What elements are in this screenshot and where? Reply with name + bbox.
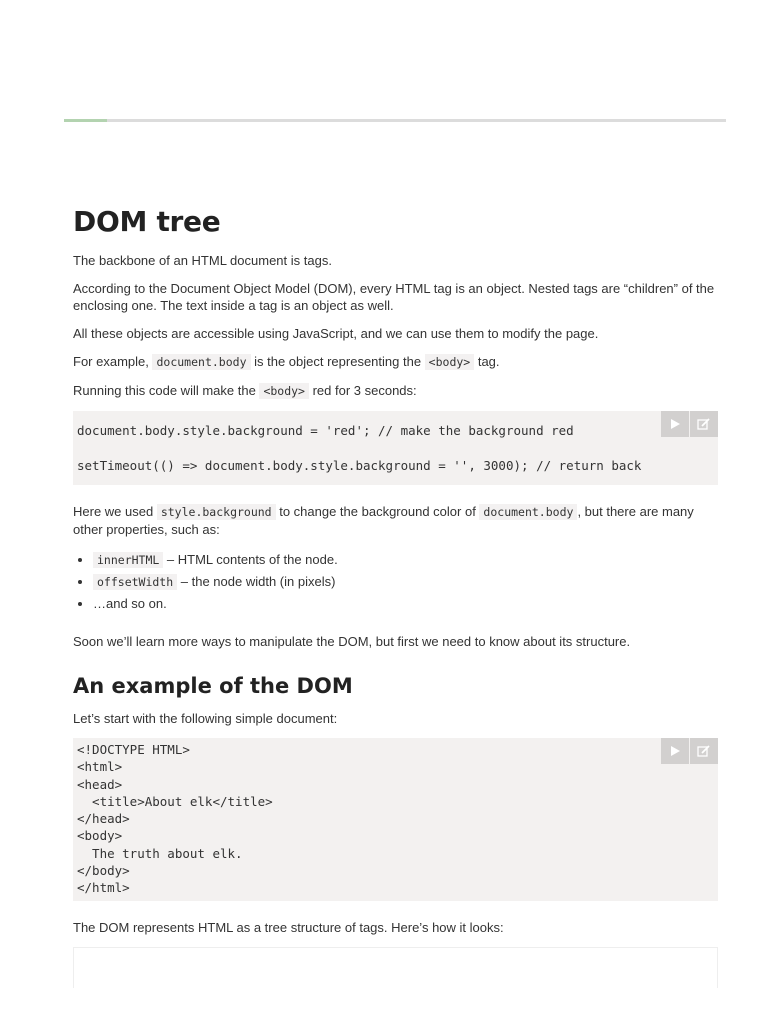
play-icon [669,418,681,430]
text: – the node width (in pixels) [177,574,336,589]
text: – HTML contents of the node. [163,552,338,567]
text: , but there are many other properties, such as: [73,504,694,537]
code-block[interactable]: document.body.style.background = 'red'; // make the background red setTimeout(() => document.body.style.background = '', 3000); // return back [77,423,642,473]
code-toolbar [660,411,718,437]
text: Running this code will make the [73,383,260,398]
code-example-1 [73,411,718,485]
list-item [93,571,718,593]
code-toolbar [660,738,718,764]
text: to change the background color of [275,504,480,519]
edit-icon [697,417,711,431]
text: tag. [474,354,500,369]
inline-code: style.background [157,504,276,520]
paragraph: Let’s start with the following simple document: [73,711,338,726]
paragraph: Soon we’ll learn more ways to manipulate the DOM, but first we need to know about its structure. [73,634,631,649]
text: Here we used [73,504,157,519]
paragraph [73,353,718,371]
reading-progress-fill [64,119,107,122]
inline-code: document.body [479,504,577,520]
list-item [93,549,718,571]
paragraph: The DOM represents HTML as a tree structure of tags. Here’s how it looks: [73,919,504,935]
paragraph: All these objects are accessible using JavaScript, and we can use them to modify the page. [73,326,599,341]
text: is the object representing the [250,354,425,369]
inline-code: <body> [259,383,309,399]
inline-code: innerHTML [93,552,163,568]
paragraph [73,503,718,538]
text: red for 3 seconds: [308,383,417,398]
paragraph: The backbone of an HTML document is tags. [73,253,332,268]
list-item [93,593,718,615]
inline-code: <body> [425,354,475,370]
run-button[interactable] [661,738,689,764]
property-list [73,549,718,615]
reading-progress-bar [64,119,726,122]
page-title: DOM tree [73,205,221,238]
text: …and so on. [93,596,167,611]
text: For example, [73,354,153,369]
inline-code: document.body [152,354,250,370]
code-block[interactable]: <!DOCTYPE HTML> <html> <head> <title>About elk</title> </head> <body> The truth about elk. </body> </html> [77,742,273,896]
section-heading: An example of the DOM [73,674,353,698]
paragraph: According to the Document Object Model (DOM), every HTML tag is an object. Nested tags are “children” of the enclosing one. The text inside a tag is an object as well. [73,281,715,313]
article [73,205,718,988]
run-button[interactable] [661,411,689,437]
dom-tree-viewer [73,947,718,988]
paragraph [73,382,718,400]
inline-code: offsetWidth [93,574,177,590]
code-example-2 [73,738,718,901]
play-icon [669,745,681,757]
edit-button[interactable] [690,411,718,437]
edit-button[interactable] [690,738,718,764]
edit-icon [697,744,711,758]
